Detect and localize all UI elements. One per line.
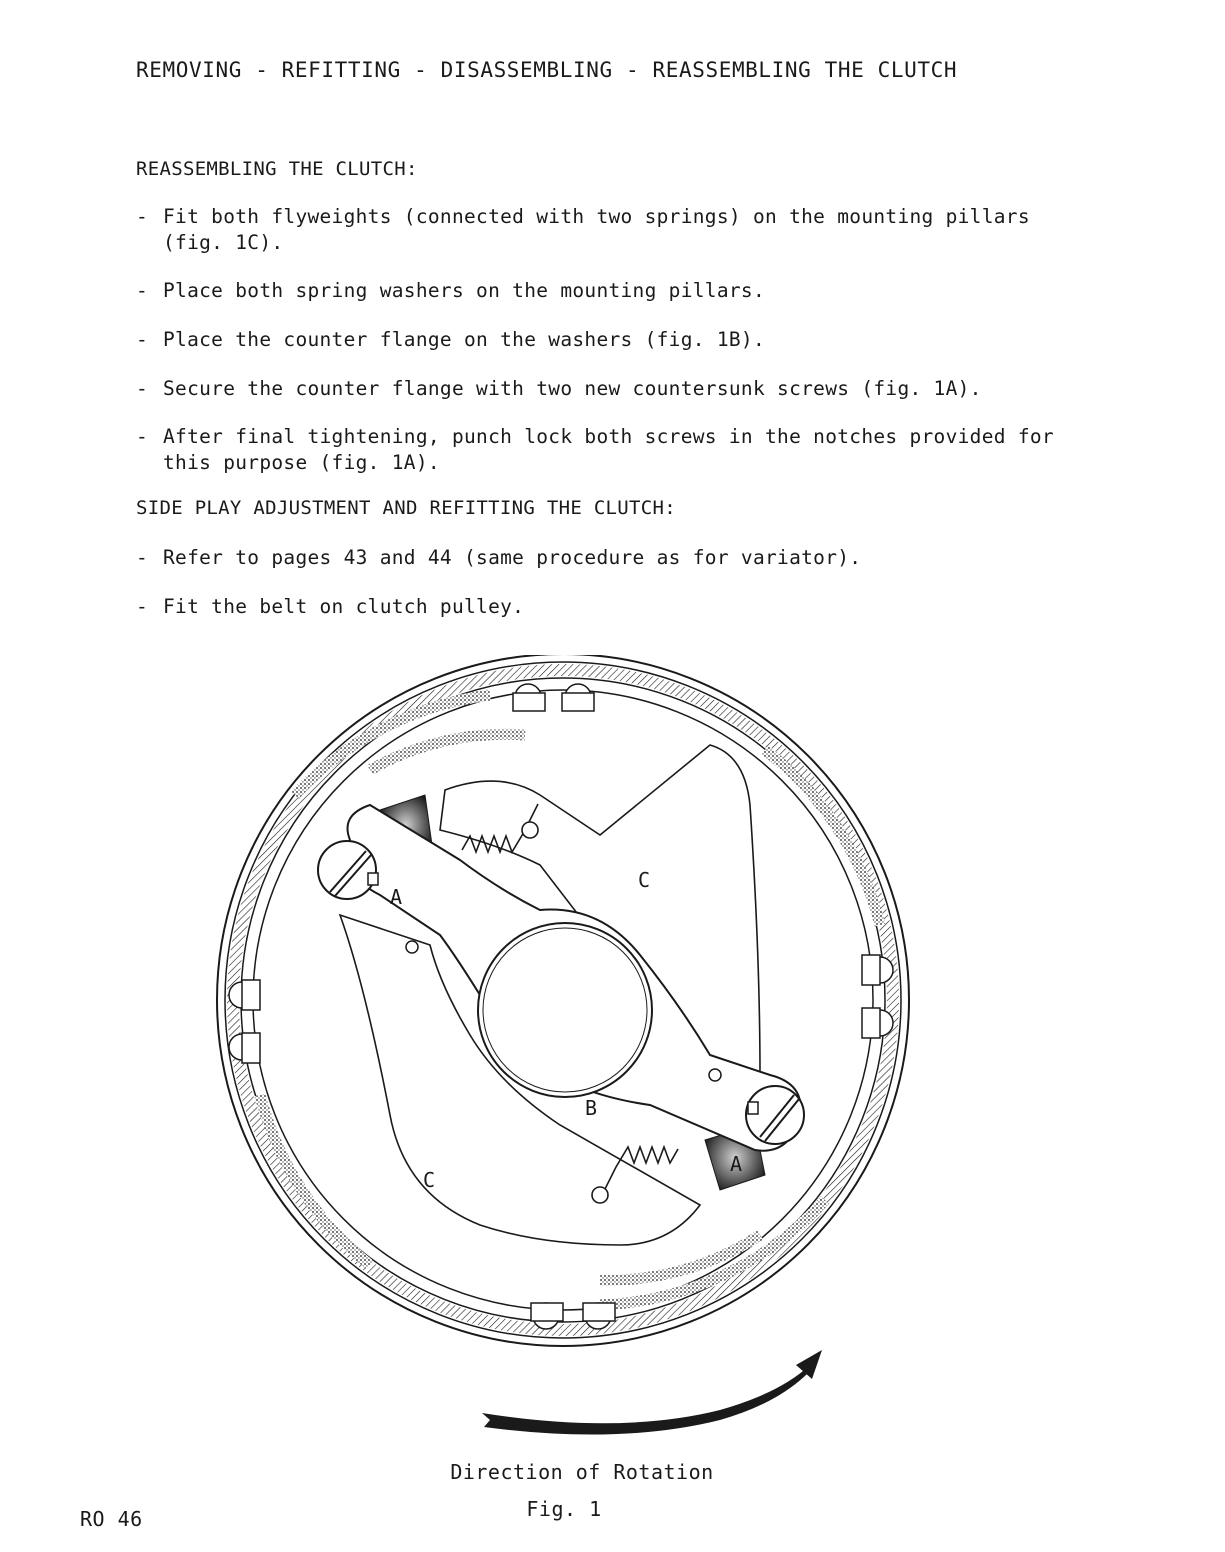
label-screw-top: A: [390, 885, 403, 909]
pillar-left: [406, 941, 418, 953]
clutch-diagram: [200, 655, 920, 1445]
step-text: Refer to pages 43 and 44 (same procedure as for variator).: [163, 546, 862, 569]
screw-top: [318, 841, 378, 899]
label-flange: B: [585, 1096, 598, 1120]
rotation-caption: Direction of Rotation: [450, 1460, 714, 1484]
step-fit-belt: [136, 594, 1056, 620]
hub-outer: [478, 923, 652, 1097]
page-number: RO 46: [80, 1507, 143, 1531]
step-punch-lock-screws: [136, 424, 1056, 476]
step-text: Place the counter flange on the washers (fig. 1B).: [163, 328, 765, 351]
section-heading-side-play: SIDE PLAY ADJUSTMENT AND REFITTING THE CLUTCH:: [136, 497, 676, 519]
step-text: After final tightening, punch lock both screws in the notches provided for this purpose (fig. 1A).: [163, 425, 1054, 474]
step-dash: -: [136, 546, 149, 569]
step-dash: -: [136, 425, 149, 448]
step-secure-counter-flange: [136, 376, 1056, 402]
step-dash: -: [136, 595, 149, 618]
step-fit-flyweights: [136, 204, 1056, 256]
step-place-spring-washers: [136, 278, 1056, 304]
figure-caption: Fig. 1: [526, 1497, 602, 1521]
pillar-right: [709, 1069, 721, 1081]
step-text: Fit the belt on clutch pulley.: [163, 595, 525, 618]
step-refer-pages: [136, 545, 1056, 571]
label-flyweight-bottom: C: [423, 1168, 436, 1192]
label-screw-bottom: A: [730, 1152, 743, 1176]
label-flyweight-top: C: [638, 868, 651, 892]
step-dash: -: [136, 279, 149, 302]
step-text: Secure the counter flange with two new countersunk screws (fig. 1A).: [163, 377, 982, 400]
page-title: REMOVING - REFITTING - DISASSEMBLING - REASSEMBLING THE CLUTCH: [136, 58, 958, 82]
step-text: Fit both flyweights (connected with two springs) on the mounting pillars (fig. 1C).: [163, 205, 1030, 254]
rotation-arrow: [482, 1350, 822, 1435]
section-heading-reassembling: REASSEMBLING THE CLUTCH:: [136, 158, 418, 180]
step-place-counter-flange: [136, 327, 1056, 353]
step-dash: -: [136, 377, 149, 400]
clutch-figure: [200, 655, 920, 1445]
step-text: Place both spring washers on the mounting pillars.: [163, 279, 765, 302]
step-dash: -: [136, 328, 149, 351]
screw-bottom: [746, 1086, 804, 1144]
step-dash: -: [136, 205, 149, 228]
